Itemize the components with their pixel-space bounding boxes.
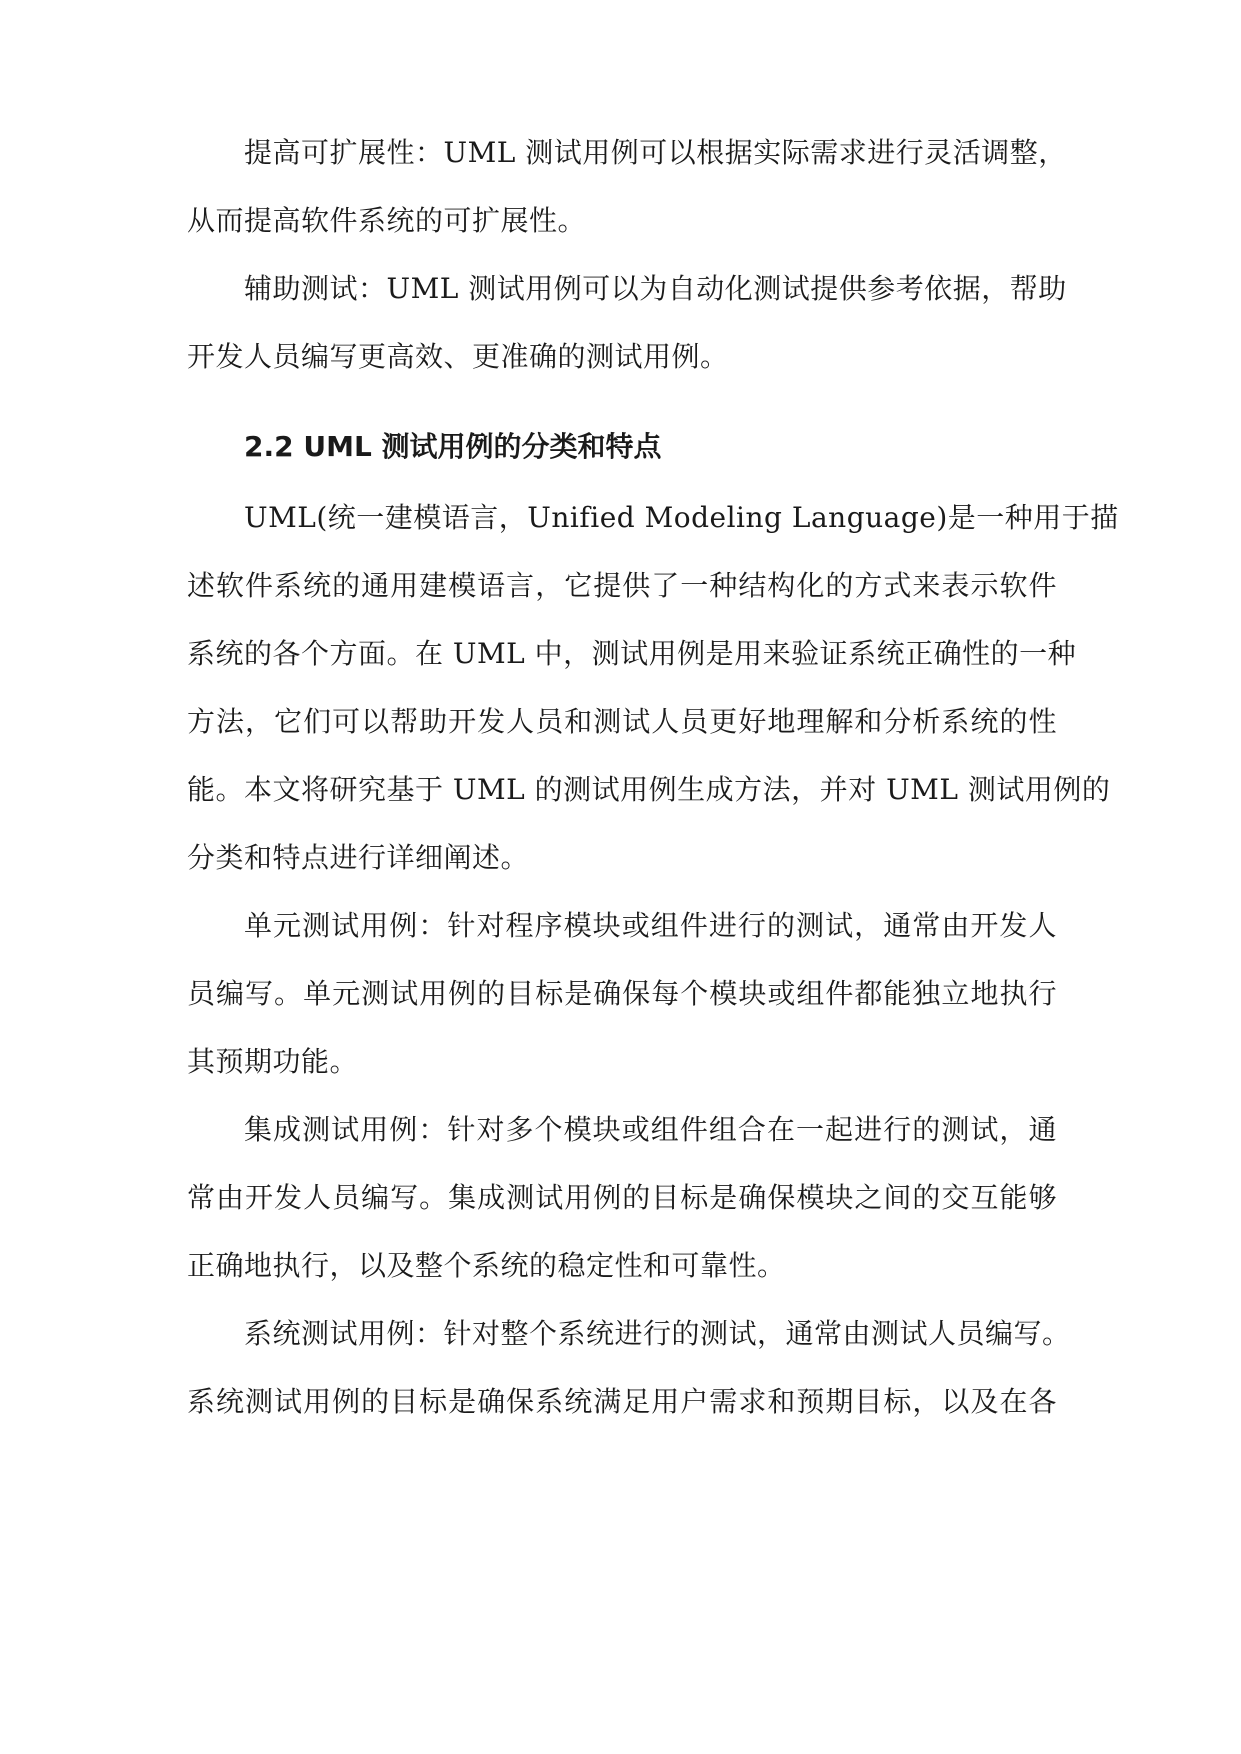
paragraph-line: 员编写。单元测试用例的目标是确保每个模块或组件都能独立地执行 bbox=[187, 977, 1057, 1010]
paragraph-line: 集成测试用例：针对多个模块或组件组合在一起进行的测试，通 bbox=[244, 1113, 1057, 1146]
paragraph-line: 单元测试用例：针对程序模块或组件进行的测试，通常由开发人 bbox=[244, 909, 1057, 942]
paragraph-line: UML(统一建模语言，Unified Modeling Language)是一种用于描 bbox=[244, 501, 1119, 534]
paragraph-line: 分类和特点进行详细阐述。 bbox=[187, 841, 530, 874]
paragraph-line: 提高可扩展性：UML 测试用例可以根据实际需求进行灵活调整， bbox=[244, 136, 1067, 169]
paragraph-line: 正确地执行，以及整个系统的稳定性和可靠性。 bbox=[187, 1249, 786, 1282]
paragraph-line: 开发人员编写更高效、更准确的测试用例。 bbox=[187, 340, 729, 373]
paragraph-line: 能。本文将研究基于 UML 的测试用例生成方法，并对 UML 测试用例的 bbox=[187, 773, 1111, 806]
paragraph-line: 述软件系统的通用建模语言，它提供了一种结构化的方式来表示软件 bbox=[187, 569, 1057, 602]
paragraph-line: 系统测试用例：针对整个系统进行的测试，通常由测试人员编写。 bbox=[244, 1317, 1071, 1350]
paragraph-line: 辅助测试：UML 测试用例可以为自动化测试提供参考依据，帮助 bbox=[244, 272, 1067, 305]
paragraph-line: 方法，它们可以帮助开发人员和测试人员更好地理解和分析系统的性 bbox=[187, 705, 1057, 738]
paragraph-line: 系统测试用例的目标是确保系统满足用户需求和预期目标，以及在各 bbox=[187, 1385, 1057, 1418]
section-heading: 2.2 UML 测试用例的分类和特点 bbox=[244, 430, 662, 463]
paragraph-line: 常由开发人员编写。集成测试用例的目标是确保模块之间的交互能够 bbox=[187, 1181, 1057, 1214]
paragraph-line: 系统的各个方面。在 UML 中，测试用例是用来验证系统正确性的一种 bbox=[187, 637, 1077, 670]
paragraph-line: 其预期功能。 bbox=[187, 1045, 359, 1078]
paragraph-line: 从而提高软件系统的可扩展性。 bbox=[187, 204, 587, 237]
